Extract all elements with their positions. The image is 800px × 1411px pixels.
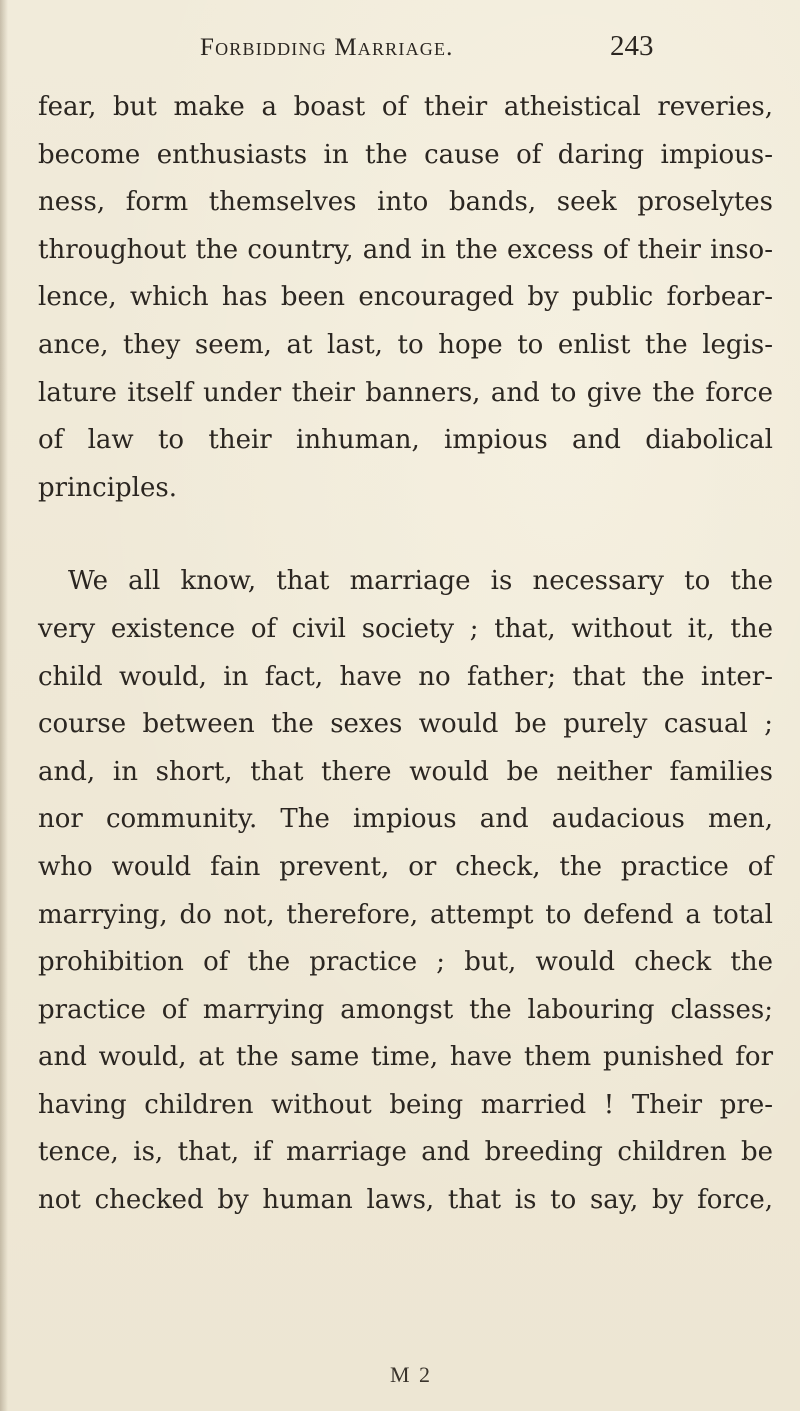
paragraph-gap: [38, 512, 773, 558]
text-line: prohibition of the practice ; but, would check the: [38, 947, 773, 978]
text-line: lence, which has been encouraged by public forbear-: [38, 282, 773, 313]
text-line: become enthusiasts in the cause of daring impious-: [38, 139, 773, 170]
text-line: ance, they seem, at last, to hope to enlist the legis-: [38, 329, 773, 360]
text-line: child would, in fact, have no father; that the inter-: [38, 661, 773, 692]
text-line: throughout the country, and in the excess of their inso-: [38, 234, 773, 265]
text-line: lature itself under their banners, and to give the force: [38, 377, 773, 408]
text-line: who would fain prevent, or check, the practice of: [38, 851, 773, 882]
page-number: 243: [610, 30, 654, 62]
text-line: of law to their inhuman, impious and diabolical: [38, 425, 773, 456]
text-line: and would, at the same time, have them punished for: [38, 1042, 773, 1073]
text-line: ness, form themselves into bands, seek proselytes: [38, 187, 773, 218]
text-line: principles.: [38, 472, 177, 503]
text-line: fear, but make a boast of their atheistical reveries,: [38, 92, 773, 122]
text-line: We all know, that marriage is necessary to the: [68, 566, 773, 597]
text-line: marrying, do not, therefore, attempt to defend a total: [38, 899, 773, 930]
text-line: and, in short, that there would be neither families: [38, 756, 773, 787]
running-head: Forbidding Marriage.: [200, 34, 454, 61]
text-line: very existence of civil society ; that, without it, the: [38, 613, 773, 644]
signature-mark: M 2: [390, 1362, 433, 1387]
page-edge-shadow: [0, 0, 8, 1411]
text-line: not checked by human laws, that is to say, by force,: [38, 1185, 773, 1216]
text-line: nor community. The impious and audacious men,: [38, 804, 773, 835]
text-line: having children without being married ! Their pre-: [38, 1089, 773, 1120]
body-text: [38, 84, 773, 1225]
text-line: practice of marrying amongst the labouring classes;: [38, 994, 773, 1025]
paragraph: [38, 84, 773, 512]
paragraph: [38, 558, 773, 1224]
text-line: course between the sexes would be purely casual ;: [38, 709, 773, 740]
text-line: tence, is, that, if marriage and breeding children be: [38, 1137, 773, 1168]
